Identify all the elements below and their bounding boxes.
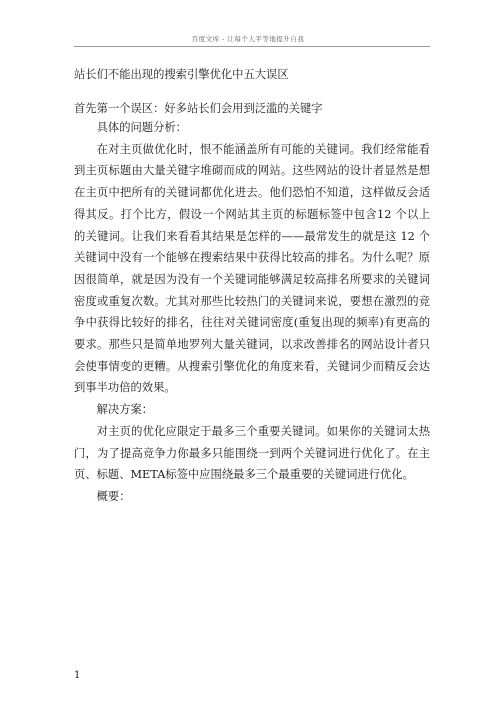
document-title: 站长们不能出现的搜索引擎优化中五大误区 [74, 68, 289, 81]
header-divider [74, 46, 430, 47]
document-body [74, 66, 430, 508]
analysis-label: 具体的问题分析： [96, 121, 187, 134]
solution-paragraph: 对主页的优化应限定于最多三个重要关键词。如果你的关键词太热门，为了提高竞争力你最多只能围绕一到两个关键词进行优化了。在主页、标题、META标签中应围绕最多三个最重要的关键词进行优化。 [74, 424, 430, 482]
analysis-paragraph: 在对主页做优化时，恨不能涵盖所有可能的关键词。我们经常能看到主页标题由大量关键字堆砌而成的网站。这些网站的设计者显然是想在主页中把所有的关键词都优化进去。他们恐怕不知道，这样做反会适得其反。打个比方，假设一个网站其主页的标题标签中包含12 个以上的关键词。让我们来看看其结果是怎样的——最常发生的就是这 12 个关键词中没有一个能够在搜索结果中获得比较高的排名。为什么呢？原因很简单，就是因为没有一个关键词能够满足较高排名所要求的关键词密度或重复次数。尤其对那些比较热门的关键词来说，要想在激烈的竞争中获得比较好的排名，往往对关键词密度(重复出现的频率)有更高的要求。那些只是简单地罗列大量关键词，以求改善排名的网站设计者只会使事情变的更糟。从搜索引擎优化的角度来看，关键词少而精反会达到事半功倍的效果。 [74, 142, 430, 395]
section-heading: 首先第一个误区：好多站长们会用到泛滥的关键字 [74, 102, 323, 115]
solution-label: 解决方案： [96, 403, 154, 417]
page-number: 1 [74, 670, 81, 681]
page-header: 百度文库 - 让每个人平等地提升自我 [191, 35, 305, 43]
summary-label: 概要： [96, 489, 131, 503]
